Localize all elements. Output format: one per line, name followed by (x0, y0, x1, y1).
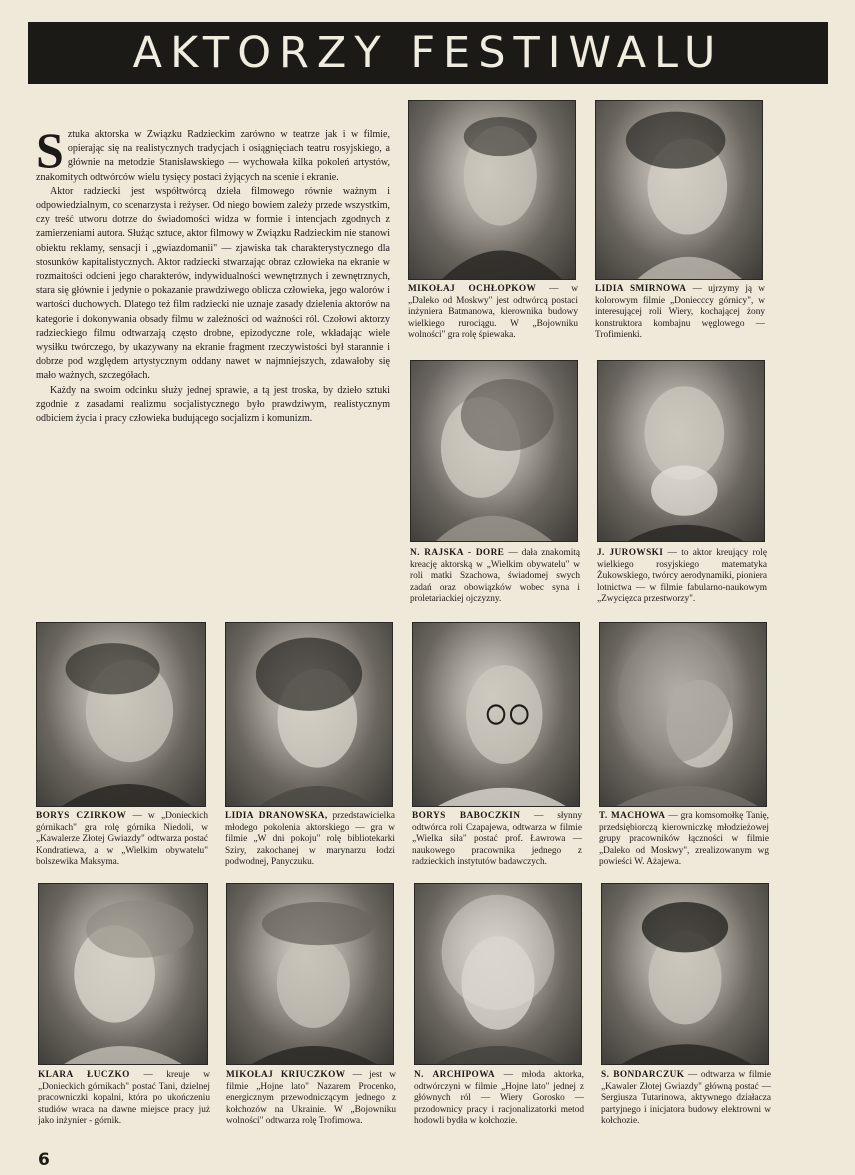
caption-kriuczkow: MIKOŁAJ KRIUCZKOW — jest w filmie „Hojne lato" Nazarem Procenko, energicznym przewodniczącym jednego z kołchozów na Ukrainie. W „Bojowniku wolności" odtwarza rolę Trofimowa. (226, 1070, 396, 1127)
caption-dranowska: LIDIA DRANOWSKA, przedstawicielka młodego pokolenia aktorskiego — gra w filmie „W dni pokoju" rolę bibliotekarki Sziry, zakochanej w marynarzu łodzi podwodnej, Panyczuku. (225, 811, 395, 868)
actor-name: MIKOŁAJ OCHŁOPKOW (408, 284, 537, 294)
caption-rajska-dore: N. RAJSKA - DORE — dała znakomitą kreację aktorską w „Wielkim obywatelu" w roli matki Szachowa, świadomej swych zadań oraz obowiązków wobec syna i proletariackiej ojczyzny. (410, 548, 580, 605)
intro-paragraph-3: Każdy na swoim odcinku służy jednej sprawie, a tą jest troska, by dzieło sztuki zgodnie z zasadami realizmu socjalistycznego było prawdziwym, realistycznym odbiciem życia i pracy człowieka budującego socjalizm i komunizm. (36, 384, 390, 425)
caption-bondarczuk: S. BONDARCZUK — odtwarza w filmie „Kawaler Złotej Gwiazdy" główną postać — Sergiusza Tutarinowa, aktywnego działacza partyjnego i inicjatora budowy elektrowni w kołchozie. (601, 1070, 771, 1127)
portrait-photo-baboczkin (412, 622, 580, 807)
page-number: 6 (38, 1150, 50, 1170)
drop-cap: S (36, 122, 64, 178)
title-banner (28, 22, 828, 84)
portrait-photo-jurowski (597, 360, 765, 542)
caption-ochlopkow: MIKOŁAJ OCHŁOPKOW — w „Daleko od Moskwy" jest odtwórcą postaci inżyniera Batmanowa, kierownika budowy wielkiego rurociągu. W „Bojowniku wolności" gra rolę śpiewaka. (408, 284, 578, 341)
actor-name: BORYS BABOCZKIN (412, 811, 521, 821)
intro-paragraph-1: Sztuka aktorska w Związku Radzieckim zarówno w teatrze jak i w filmie, opierając się na realistycznych tradycjach i osiągnięciach teatru rosyjskiego, a głównie na metodzie Stanisławskiego — wychowała kilka pokoleń artystów, znakomitych odtwórców wielu tysięcy postaci żyjących na scenie i ekranie. (36, 122, 390, 183)
actor-name: T. MACHOWA (599, 811, 666, 821)
actor-name: J. JUROWSKI (597, 548, 664, 558)
actor-name: BORYS CZIRKOW (36, 811, 127, 821)
portrait-photo-machowa (599, 622, 767, 807)
actor-name: LIDIA DRANOWSKA, (225, 811, 328, 821)
caption-machowa: T. MACHOWA — gra komsomołkę Tanię, przedsiębiorczą kierowniczkę młodzieżowej grupy pracowników łączności w filmie „Daleko od Moskwy", zrealizowanym wg powieści W. Ażajewa. (599, 811, 769, 868)
portrait-photo-archipowa (414, 883, 582, 1065)
caption-baboczkin: BORYS BABOCZKIN — słynny odtwórca roli Czapajewa, odtwarza w filmie „Wielka siła" postać prof. Ławrowa — naukowego pracownika jednego z radzieckich instytutów badawczych. (412, 811, 582, 868)
actor-name: MIKOŁAJ KRIUCZKOW (226, 1070, 346, 1080)
portrait-photo-czirkow (36, 622, 206, 807)
portrait-photo-smirnowa (595, 100, 763, 280)
portrait-photo-bondarczuk (601, 883, 769, 1065)
caption-jurowski: J. JUROWSKI — to aktor kreujący rolę wielkiego rosyjskiego matematyka Żukowskiego, twórcy aerodynamiki, pioniera lotnictwa — w filmie fabularno-naukowym „Zwycięzca przestworzy". (597, 548, 767, 605)
caption-smirnowa: LIDIA SMIRNOWA — ujrzymy ją w kolorowym filmie „Doniecccy górnicy", w interesującej roli Wiery, kochającej żony konstruktora kombajnu węglowego — Trofimienki. (595, 284, 765, 341)
caption-luczko: KLARA ŁUCZKO — kreuje w „Donieckich górnikach" postać Tani, dzielnej pracowniczki kopalni, która po ukończeniu studiów wraca na dawne miejsce pracy już jako inżynier - górnik. (38, 1070, 210, 1127)
portrait-photo-kriuczkow (226, 883, 394, 1065)
caption-archipowa: N. ARCHIPOWA — młoda aktorka, odtwórczyni w filmie „Hojne lato" jednej z głównych ról — Wiery Gorosko — przodownicy pracy i racjonalizatorki metod hodowli bydła w kołchozie. (414, 1070, 584, 1127)
actor-name: N. RAJSKA - DORE (410, 548, 505, 558)
intro-article (36, 122, 390, 426)
portrait-photo-dranowska (225, 622, 393, 807)
portrait-photo-rajska-dore (410, 360, 578, 542)
portrait-photo-ochlopkow (408, 100, 576, 280)
portrait-photo-luczko (38, 883, 208, 1065)
page-title: AKTORZY FESTIWALU (132, 27, 724, 78)
actor-name: KLARA ŁUCZKO (38, 1070, 130, 1080)
actor-name: N. ARCHIPOWA (414, 1070, 495, 1080)
caption-czirkow: BORYS CZIRKOW — w „Donieckich górnikach" gra rolę górnika Niedoli, w „Kawalerze Złotej Gwiazdy" odtwarza postać Kondratiewa, a w „Wielkim obywatelu" bolszewika Maksyma. (36, 811, 208, 868)
actor-name: S. BONDARCZUK (601, 1070, 685, 1080)
actor-name: LIDIA SMIRNOWA (595, 284, 687, 294)
intro-paragraph-2: Aktor radziecki jest współtwórcą dzieła filmowego równie ważnym i odpowiedzialnym, co scenarzysta i reżyser. Od niego bowiem zależy przede wszystkim, czy treść utworu dotrze do świadomości widza w formie i intencjach zgodnych z zamierzeniami autora. Służąc sztuce, aktor filmowy w Związku Radzieckim nie stanowi obiektu reklamy, sensacji i „gwiazdomanii" — zjawiska tak charakterystycznego dla stosunków kapitalistycznych. Aktor radziecki stwarzając obraz człowieka na ekranie w rozmaitości odcieni jego charakterów, indywidualności wewnętrznych i zewnętrznych, stara się głównie i jedynie o pokazanie prawdziwego oblicza człowieka, jego walorów i wartości duchowych. Dlatego też film radziecki nie uznaje zasady dzielenia aktorów na kategorie i dokonywania obsady filmu w zależności od ważności ról. Czołowi aktorzy radzieckiego filmu odtwarzają często drobne, epizodyczne role, wkładając wiele wysiłku twórczego, by ukazywany na ekranie fragment rzeczywistości był starannie i dobrze pod względem artystycznym oddany nawet w najmniejszych, zdawałoby się mało ważnych, szczegółach. (36, 185, 390, 382)
